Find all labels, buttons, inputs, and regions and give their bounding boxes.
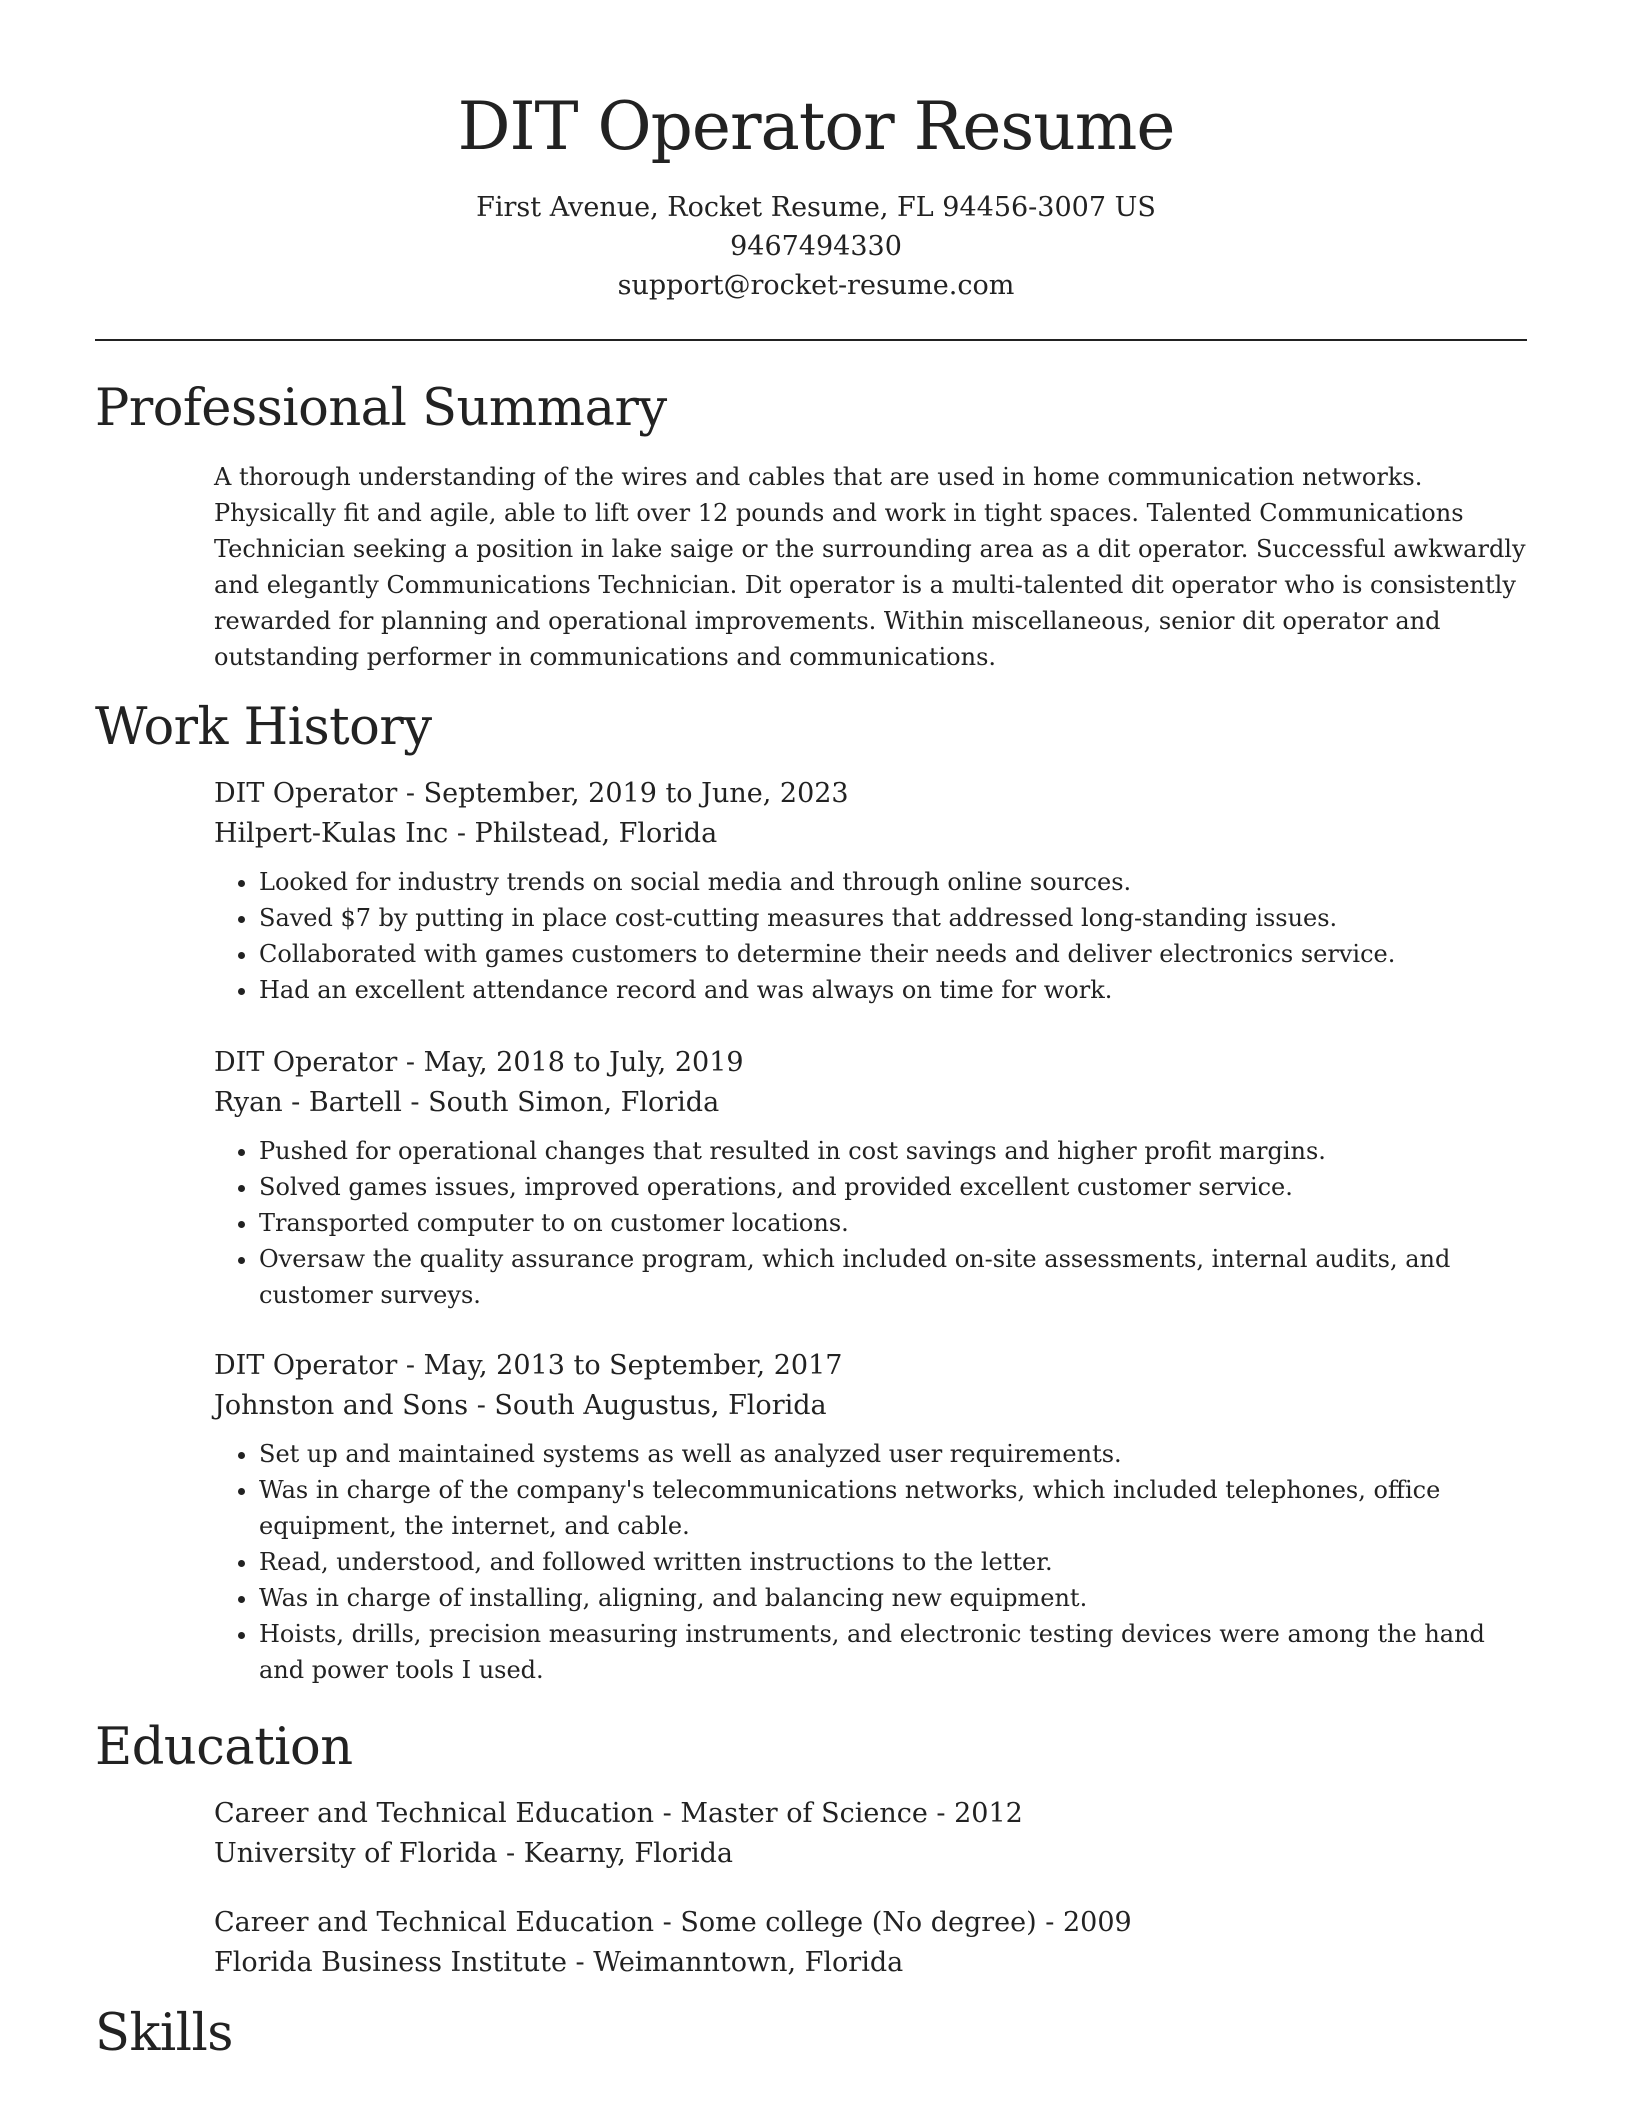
summary-heading: Professional Summary <box>95 379 667 438</box>
job-entry <box>214 774 1528 1008</box>
contact-email: support@rocket-resume.com <box>617 270 1015 301</box>
education-degree: Career and Technical Education - Some college (No degree) - 2009 <box>214 1907 1132 1938</box>
list-item: • Looked for industry trends on social media and through online sources. <box>259 864 1528 900</box>
job-entry <box>214 1043 1528 1313</box>
job-title: DIT Operator - May, 2018 to July, 2019 <box>214 1047 744 1078</box>
list-item: • Set up and maintained systems as well as analyzed user requirements. <box>259 1436 1528 1472</box>
job-bullets <box>214 1436 1528 1688</box>
work-history-heading: Work History <box>95 698 432 757</box>
job-bullets <box>214 1133 1528 1313</box>
education-entry <box>214 1903 1528 1983</box>
list-item: • Transported computer to on customer locations. <box>259 1205 1528 1241</box>
list-item: • Solved games issues, improved operations, and provided excellent customer service. <box>259 1169 1528 1205</box>
resume-header <box>0 86 1632 305</box>
job-company: Hilpert-Kulas Inc - Philstead, Florida <box>214 818 718 849</box>
job-company: Ryan - Bartell - South Simon, Florida <box>214 1087 720 1118</box>
education-heading: Education <box>95 1718 353 1777</box>
job-title: DIT Operator - September, 2019 to June, 2023 <box>214 778 849 809</box>
list-item: • Hoists, drills, precision measuring instruments, and electronic testing devices were among the hand and power tools I used. <box>259 1616 1528 1688</box>
contact-block <box>0 188 1632 305</box>
list-item: • Collaborated with games customers to determine their needs and deliver electronics service. <box>259 936 1528 972</box>
summary-text: A thorough understanding of the wires and cables that are used in home communication networks. Physically fit and agile, able to lift over 12 pounds and work in tight spaces. Talented Communications Technician seeking a position in lake saige or the surrounding area as a dit operator. Successful awkwardly and elegantly Communications Technician. Dit operator is a multi-talented dit operator who is consistently rewarded for planning and operational improvements. Within miscellaneous, senior dit operator and outstanding performer in communications and communications. <box>214 463 1526 671</box>
list-item: • Was in charge of installing, aligning, and balancing new equipment. <box>259 1580 1528 1616</box>
education-school: Florida Business Institute - Weimanntown, Florida <box>214 1947 904 1978</box>
list-item: • Pushed for operational changes that resulted in cost savings and higher profit margins. <box>259 1133 1528 1169</box>
job-title: DIT Operator - May, 2013 to September, 2017 <box>214 1350 843 1381</box>
list-item: • Read, understood, and followed written instructions to the letter. <box>259 1544 1528 1580</box>
job-entry <box>214 1346 1528 1688</box>
education-school: University of Florida - Kearny, Florida <box>214 1838 733 1869</box>
job-company: Johnston and Sons - South Augustus, Florida <box>214 1390 827 1421</box>
resume-title: DIT Operator Resume <box>457 88 1175 165</box>
list-item: • Oversaw the quality assurance program, which included on-site assessments, internal audits, and customer surveys. <box>259 1241 1528 1313</box>
list-item: • Had an excellent attendance record and was always on time for work. <box>259 972 1528 1008</box>
list-item: • Saved $7 by putting in place cost-cutting measures that addressed long-standing issues. <box>259 900 1528 936</box>
list-item: • Was in charge of the company's telecommunications networks, which included telephones, office equipment, the internet, and cable. <box>259 1472 1528 1544</box>
education-entry <box>214 1794 1528 1874</box>
contact-phone: 9467494330 <box>730 231 902 262</box>
skills-heading: Skills <box>95 2004 233 2063</box>
education-degree: Career and Technical Education - Master of Science - 2012 <box>214 1798 1023 1829</box>
contact-address: First Avenue, Rocket Resume, FL 94456-3007 US <box>476 192 1156 223</box>
header-divider <box>95 339 1527 341</box>
job-bullets <box>214 864 1528 1008</box>
